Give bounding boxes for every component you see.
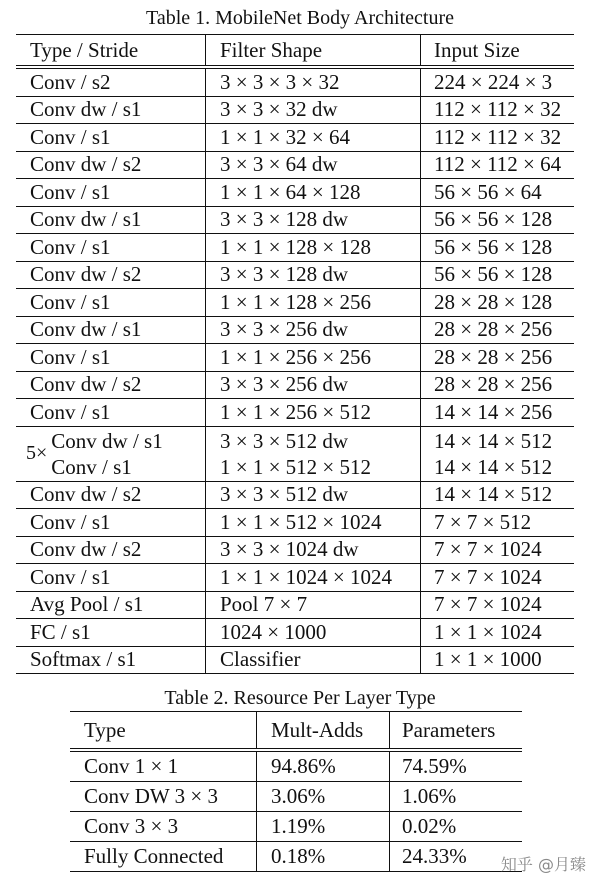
table1-mobilenet-architecture: [16, 34, 574, 674]
table-row: [16, 591, 574, 619]
table-cell: 1 × 1 × 128 × 256: [206, 289, 421, 317]
table-cell: Conv / s1: [16, 509, 206, 537]
table-row-repeat-block: [16, 426, 574, 481]
table-cell: 224 × 224 × 3: [434, 69, 553, 94]
table-cell: 74.59%: [402, 754, 467, 778]
table-cell: 28 × 28 × 256: [421, 316, 575, 344]
table-row: [16, 234, 574, 262]
table-cell: 1 × 1 × 256 × 256: [206, 344, 421, 372]
table-cell: FC / s1: [16, 619, 206, 647]
table-row: [70, 812, 522, 842]
table-cell: Conv dw / s1: [16, 316, 206, 344]
table-cell: 1 × 1 × 128 × 128: [206, 234, 421, 262]
table-row: [16, 289, 574, 317]
table-cell: Avg Pool / s1: [16, 591, 206, 619]
table-cell: 1 × 1 × 512 × 1024: [206, 509, 421, 537]
table-cell: Conv / s2: [16, 67, 206, 96]
table-row: [16, 206, 574, 234]
table-cell: Conv / s1: [16, 344, 206, 372]
table2-header-cell: Parameters: [390, 712, 523, 751]
table-cell: 1.19%: [257, 812, 390, 842]
table-cell: Conv / s1: [16, 124, 206, 152]
watermark: 知乎 @月臻: [500, 855, 586, 874]
table-cell: Conv 1 × 1: [70, 750, 257, 782]
table-row: [16, 481, 574, 509]
table-cell: 112 × 112 × 32: [421, 124, 575, 152]
table-cell: Conv / s1: [16, 289, 206, 317]
table-cell: 0.18%: [257, 842, 390, 872]
table1-header-cell: Filter Shape: [206, 35, 421, 68]
table2-caption: Table 2. Resource Per Layer Type: [164, 687, 436, 709]
table-cell: 7 × 7 × 1024: [421, 564, 575, 592]
table-cell: 3 × 3 × 256 dw: [206, 371, 421, 399]
table-row: [16, 261, 574, 289]
table-cell: 1 × 1 × 1000: [421, 646, 575, 674]
table-row: [16, 536, 574, 564]
table1-caption: Table 1. MobileNet Body Architecture: [146, 7, 454, 29]
table-cell: 56 × 56 × 64: [421, 179, 575, 207]
table-row: [16, 646, 574, 674]
table-row: [16, 179, 574, 207]
table-cell: 28 × 28 × 256: [421, 344, 575, 372]
table1-header-cell: Input Size: [421, 35, 575, 68]
table-cell: 7 × 7 × 1024: [421, 591, 575, 619]
table-cell: 14 × 14 × 256: [421, 399, 575, 427]
table-cell: 3 × 3 × 32 dw: [206, 96, 421, 124]
table-row: [16, 619, 574, 647]
table2-resource-per-layer: [70, 711, 522, 872]
table-cell: 3 × 3 × 512 dw: [206, 481, 421, 509]
repeat-type-line: Conv dw / s1: [51, 428, 163, 453]
repeat-inputs-cell: [421, 426, 575, 481]
table-cell: 1 × 1 × 1024 × 1024: [206, 564, 421, 592]
table-cell: Conv / s1: [16, 564, 206, 592]
table-cell: 94.86%: [257, 750, 390, 782]
table-cell: Pool 7 × 7: [206, 591, 421, 619]
table-cell: 56 × 56 × 128: [421, 206, 575, 234]
table-cell: 56 × 56 × 128: [421, 234, 575, 262]
table-cell: 7 × 7 × 1024: [421, 536, 575, 564]
table-cell: 7 × 7 × 512: [421, 509, 575, 537]
table-cell: Classifier: [206, 646, 421, 674]
table-cell: Conv dw / s1: [16, 96, 206, 124]
table-cell: Conv dw / s2: [16, 261, 206, 289]
table-cell: Conv 3 × 3: [70, 812, 257, 842]
table-row: [16, 399, 574, 427]
table-row: [16, 67, 574, 96]
table1-header-row: [16, 35, 574, 68]
table-cell: 0.02%: [390, 812, 523, 842]
table-cell: 14 × 14 × 512: [421, 481, 575, 509]
table-cell: 1.06%: [390, 782, 523, 812]
table-row: [16, 151, 574, 179]
table-cell: 1 × 1 × 64 × 128: [206, 179, 421, 207]
table-cell: 1 × 1 × 32 × 64: [206, 124, 421, 152]
repeat-inputs-line: 14 × 14 × 512: [434, 454, 553, 479]
table-cell: 28 × 28 × 128: [421, 289, 575, 317]
table-cell: Conv dw / s2: [16, 481, 206, 509]
table-cell: 3 × 3 × 1024 dw: [206, 536, 421, 564]
table-cell: 112 × 112 × 64: [421, 151, 575, 179]
repeat-inputs-line: 14 × 14 × 512: [434, 428, 553, 453]
table-cell: 112 × 112 × 32: [421, 96, 575, 124]
repeat-filters-line: 3 × 3 × 512 dw: [220, 428, 349, 453]
table-cell: Softmax / s1: [16, 646, 206, 674]
table1-header-cell: Type / Stride: [16, 35, 206, 68]
repeat-type-line: Conv / s1: [51, 454, 132, 479]
table-cell: 3 × 3 × 64 dw: [206, 151, 421, 179]
table-cell: 1 × 1 × 256 × 512: [206, 399, 421, 427]
table-cell: 24.33%: [390, 842, 523, 872]
table-cell: 1 × 1 × 1024: [421, 619, 575, 647]
table-row: [70, 782, 522, 812]
table-cell: Conv / s1: [16, 234, 206, 262]
table-cell: Conv dw / s2: [16, 536, 206, 564]
table-row: [16, 564, 574, 592]
repeat-type-cell: [16, 426, 206, 481]
table-cell: Conv dw / s2: [16, 151, 206, 179]
table-cell: Conv dw / s2: [16, 371, 206, 399]
table-cell: Conv / s1: [16, 399, 206, 427]
table-row: [70, 750, 522, 782]
table-row: [16, 316, 574, 344]
table-row: [16, 344, 574, 372]
table-cell: 3 × 3 × 256 dw: [206, 316, 421, 344]
table-row: [16, 371, 574, 399]
table2-header-cell: Type: [70, 712, 257, 751]
table-row: [16, 124, 574, 152]
table-cell: 3 × 3 × 128 dw: [206, 206, 421, 234]
table-cell: Conv DW 3 × 3: [70, 782, 257, 812]
table-cell: 3 × 3 × 128 dw: [206, 261, 421, 289]
table-cell: 1024 × 1000: [206, 619, 421, 647]
table-cell: 3 × 3 × 3 × 32: [206, 67, 421, 96]
table2-header-cell: Mult-Adds: [257, 712, 390, 751]
table-row: [16, 96, 574, 124]
table-row: [16, 509, 574, 537]
table-cell: Conv / s1: [16, 179, 206, 207]
table-cell: 56 × 56 × 128: [421, 261, 575, 289]
table-cell: 28 × 28 × 256: [421, 371, 575, 399]
table-cell: 3.06%: [257, 782, 390, 812]
repeat-multiplier: 5×: [26, 442, 48, 464]
table-cell: Conv dw / s1: [16, 206, 206, 234]
repeat-filters-line: 1 × 1 × 512 × 512: [220, 454, 372, 479]
table-row: [70, 842, 522, 872]
repeat-filters-cell: [206, 426, 421, 481]
table-cell: Fully Connected: [70, 842, 257, 872]
table2-header-row: [70, 712, 522, 751]
